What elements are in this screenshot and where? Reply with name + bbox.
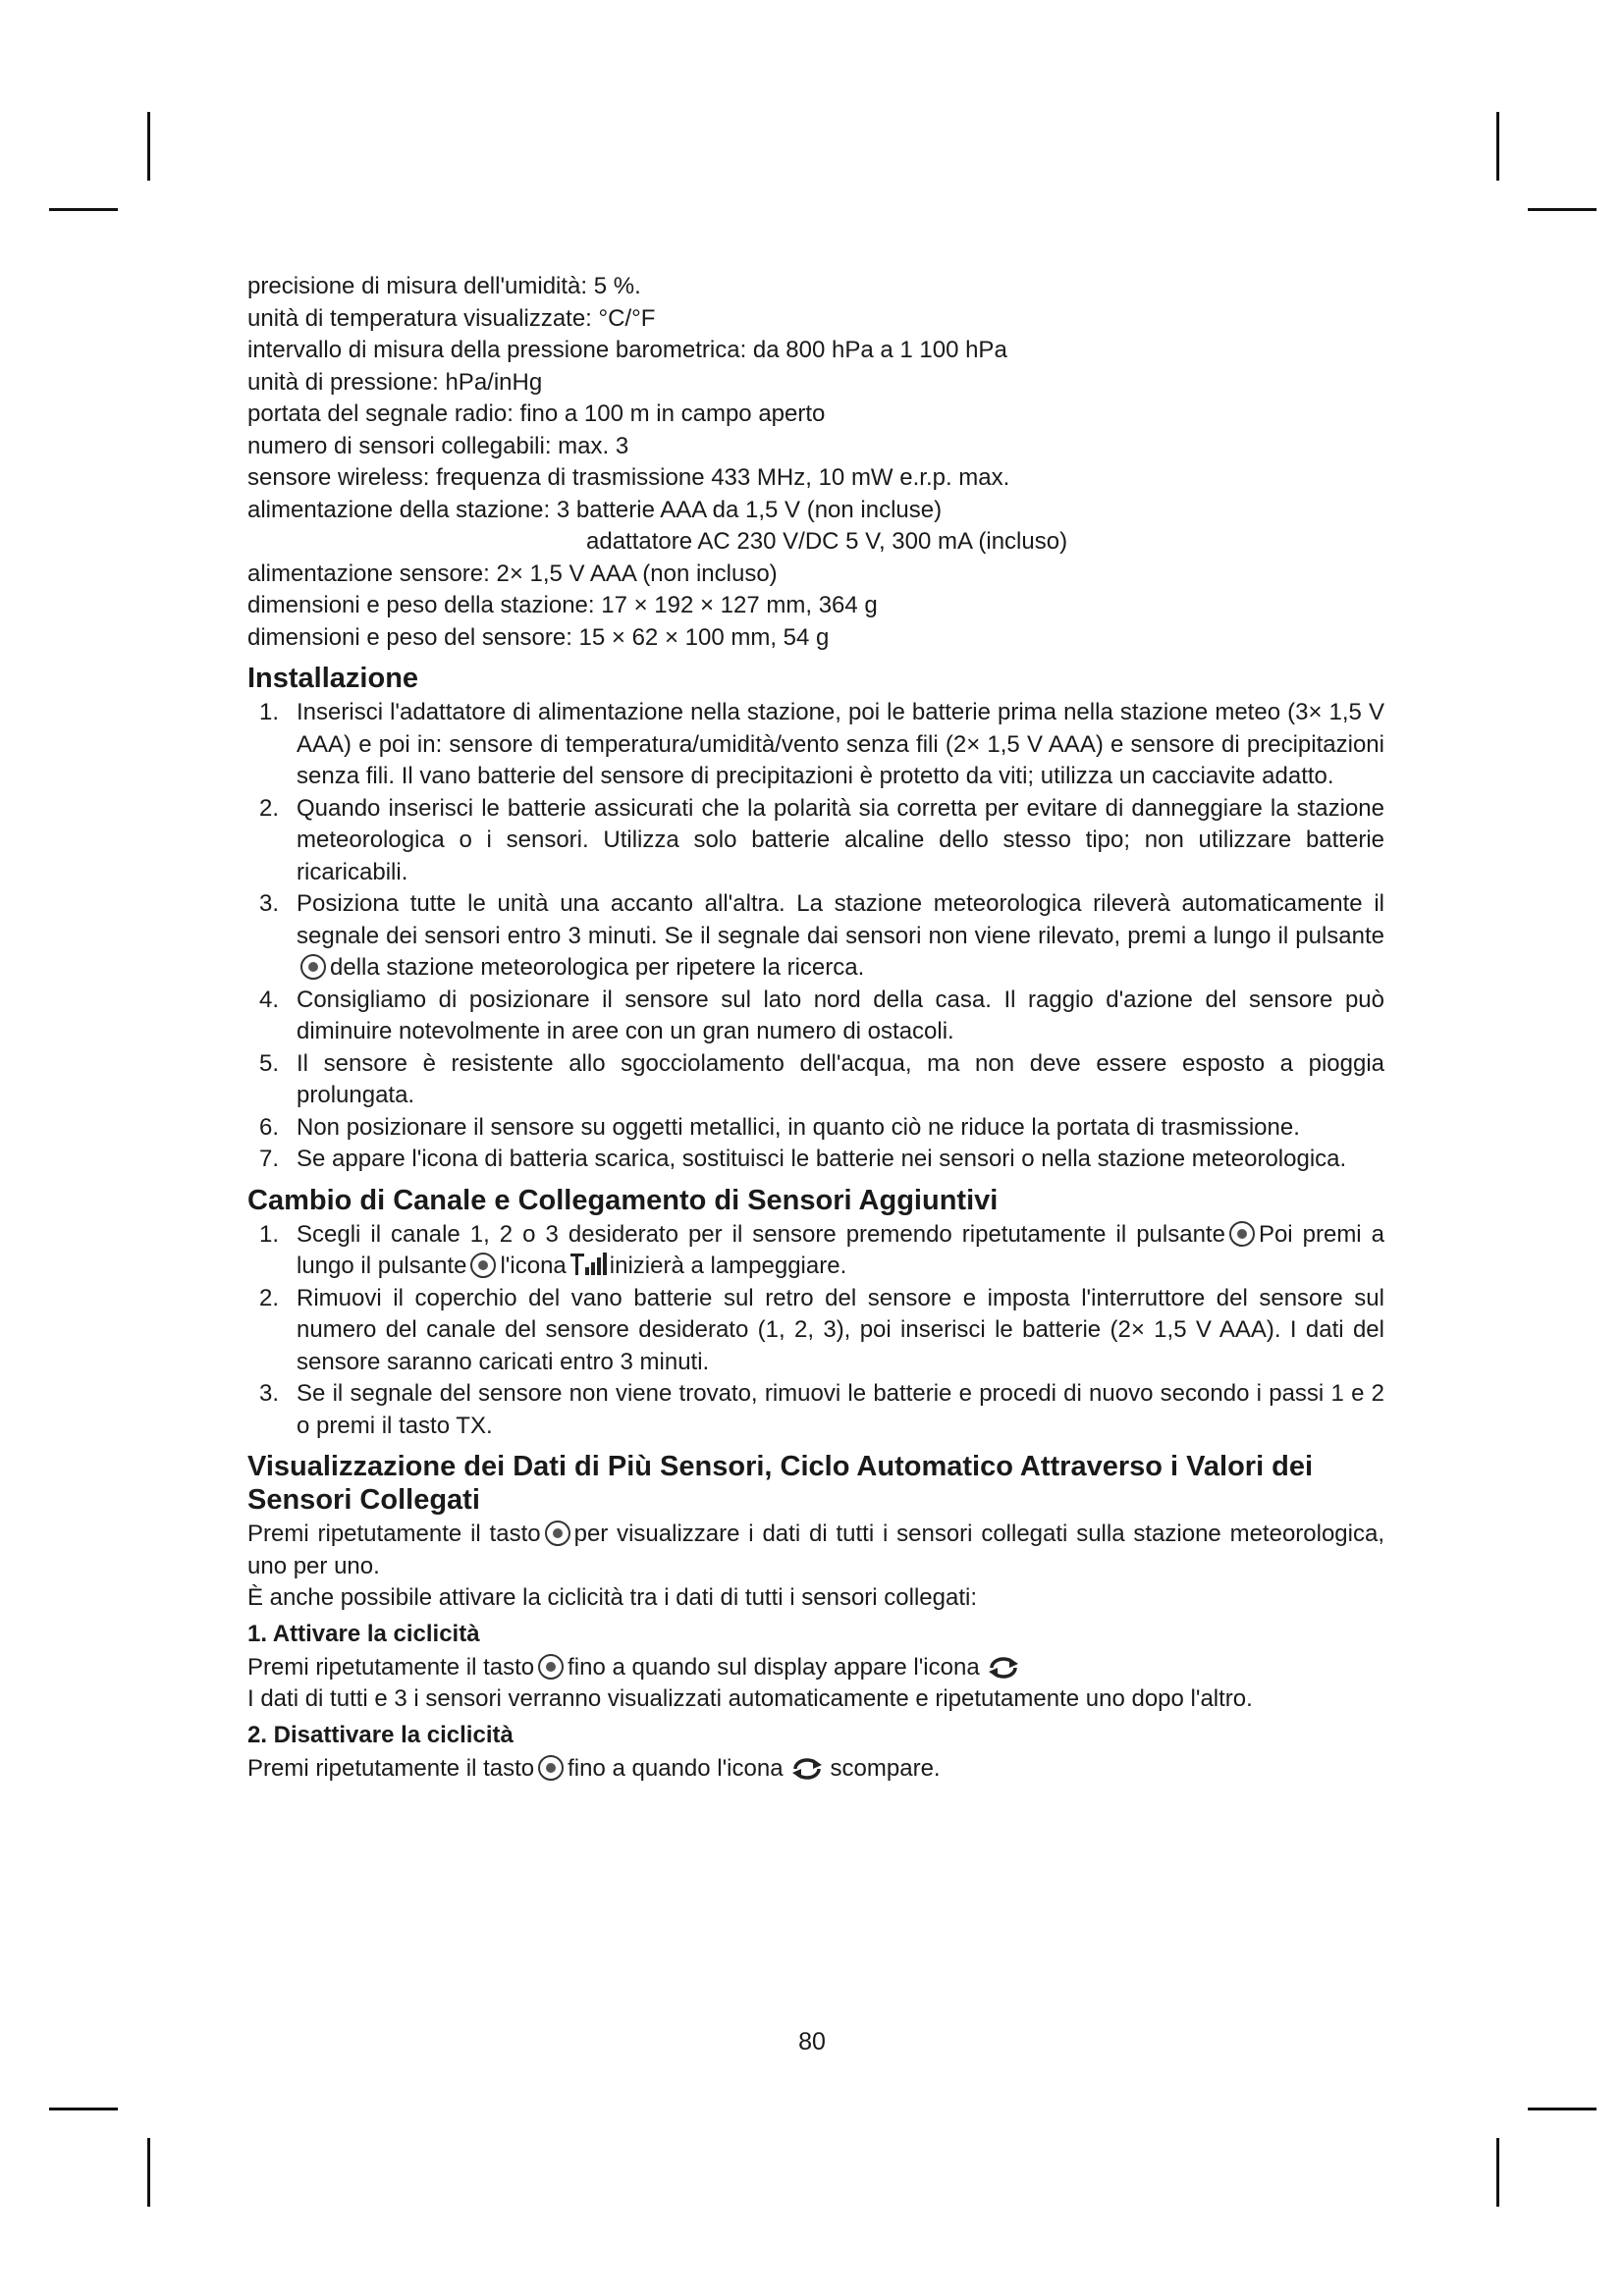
paragraph: È anche possibile attivare la ciclicità tra i dati di tutti i sensori collegati: (247, 1584, 978, 1611)
section-title-cambio: Cambio di Canale e Collegamento di Sensori Aggiuntivi (247, 1184, 999, 1216)
sensor-button-icon (300, 954, 326, 980)
cycle-icon (986, 1656, 1021, 1680)
subheading-disattivare: 2. Disattivare la ciclicità (247, 1721, 514, 1748)
spec-line: unità di pressione: hPa/inHg (247, 368, 543, 396)
paragraph (247, 1652, 1384, 1684)
list-item (247, 1219, 1384, 1283)
item-number: 3. (259, 890, 280, 917)
text-span: fino a quando l'icona (568, 1754, 784, 1782)
item-text: Se appare l'icona di batteria scarica, sostituisci le batterie nei sensori o nella stazione meteorologica. (297, 1146, 1347, 1172)
list-item (247, 793, 1384, 889)
channel-button-icon (1229, 1221, 1255, 1247)
text-span: Premi ripetutamente il tasto (247, 1521, 541, 1547)
text-span: scompare. (830, 1754, 941, 1782)
sensor-button-icon (538, 1755, 564, 1781)
crop-mark (49, 2108, 118, 2110)
installazione-list (247, 697, 1384, 1176)
spec-line: alimentazione sensore: 2× 1,5 V AAA (non incluso) (247, 560, 778, 587)
item-number: 2. (259, 1284, 280, 1311)
item-text: l'icona (500, 1253, 567, 1279)
spec-line: precisione di misura dell'umidità: 5 %. (247, 273, 641, 299)
item-text: Scegli il canale 1, 2 o 3 desiderato per il sensore premendo ripetutamente il pulsante (297, 1220, 1225, 1248)
item-text: Posiziona tutte le unità una accanto all'altra. La stazione meteorologica rileverà automaticamente il segnale dei sensori entro 3 minuti. Se il segnale dai sensori non viene rilevato, premi a lungo il pulsante (297, 890, 1384, 949)
paragraph: I dati di tutti e 3 i sensori verranno visualizzati automaticamente e ripetutamente uno dopo l'altro. (247, 1685, 1253, 1712)
spec-line: dimensioni e peso del sensore: 15 × 62 × 100 mm, 54 g (247, 623, 830, 651)
item-number: 1. (259, 1220, 280, 1248)
item-text: Consigliamo di posizionare il sensore sul lato nord della casa. Il raggio d'azione del sensore può diminuire notevolmente in aree con un gran numero di ostacoli. (297, 986, 1384, 1044)
list-item (247, 985, 1384, 1048)
sensor-button-icon (470, 1253, 496, 1278)
list-item (247, 1283, 1384, 1379)
text-span: Premi ripetutamente il tasto (247, 1754, 535, 1782)
item-text: Rimuovi il coperchio del vano batterie sul retro del sensore e imposta l'interruttore del sensore sul numero del canale del sensore desiderato (1, 2, 3), poi inserisci le batterie (2× 1,5 V AAA). I dati del sensore saranno caricati entro 3 minuti. (297, 1284, 1384, 1375)
cycle-icon (789, 1757, 825, 1781)
list-item (247, 697, 1384, 793)
text-span: per visualizzare i dati di tutti i sensori collegati sulla stazione meteorologica, uno per uno. (247, 1521, 1385, 1579)
item-number: 5. (259, 1049, 280, 1077)
crop-mark (1528, 208, 1597, 211)
item-text: Inserisci l'adattatore di alimentazione nella stazione, poi le batterie prima nella stazione meteo (3× 1,5 V AAA) e poi in: sensore di temperatura/umidità/vento senza fili (2× 1,5 V AAA) e sensore di precipitazioni senza fili. Il vano batterie del sensore di precipitazioni è protetto da viti; utilizza un cacciavite adatto. (297, 699, 1384, 789)
sensor-button-icon (538, 1654, 564, 1680)
list-item (247, 1048, 1384, 1112)
signal-icon (568, 1252, 608, 1277)
page-content (247, 271, 1384, 1785)
crop-mark (147, 2138, 150, 2207)
item-number: 4. (259, 986, 280, 1013)
item-number: 7. (259, 1146, 280, 1172)
text-span: Premi ripetutamente il tasto (247, 1653, 535, 1681)
spec-line: unità di temperatura visualizzate: °C/°F (247, 304, 656, 332)
spec-line: alimentazione della stazione: 3 batterie AAA da 1,5 V (non incluse) (247, 496, 943, 523)
crop-mark (1528, 2108, 1597, 2110)
list-item (247, 888, 1384, 985)
item-text: inizierà a lampeggiare. (609, 1253, 847, 1279)
spec-line: adattatore AC 230 V/DC 5 V, 300 mA (incluso) (586, 528, 1068, 555)
crop-mark (49, 208, 118, 211)
subheading-attivare: 1. Attivare la ciclicità (247, 1620, 480, 1647)
specifications (247, 271, 1384, 654)
spec-line: portata del segnale radio: fino a 100 m in campo aperto (247, 400, 826, 427)
sensor-button-icon (545, 1521, 570, 1546)
item-number: 3. (259, 1380, 280, 1407)
item-number: 6. (259, 1113, 280, 1141)
item-text: Il sensore è resistente allo sgocciolamento dell'acqua, ma non deve essere esposto a pioggia prolungata. (297, 1049, 1384, 1108)
spec-line: sensore wireless: frequenza di trasmissione 433 MHz, 10 mW e.r.p. max. (247, 464, 1010, 491)
list-item (247, 1144, 1384, 1176)
crop-mark (1496, 112, 1499, 181)
list-item (247, 1378, 1384, 1442)
page-number: 80 (798, 2028, 826, 2056)
item-text: della stazione meteorologica per ripetere la ricerca. (330, 954, 865, 981)
item-number: 1. (259, 699, 280, 725)
cambio-list (247, 1219, 1384, 1443)
spec-line: numero di sensori collegabili: max. 3 (247, 432, 629, 459)
paragraph (247, 1519, 1384, 1582)
list-item (247, 1112, 1384, 1145)
item-text: Non posizionare il sensore su oggetti metallici, in quanto ciò ne riduce la portata di trasmissione. (297, 1113, 1300, 1141)
spec-line: intervallo di misura della pressione barometrica: da 800 hPa a 1 100 hPa (247, 337, 1007, 363)
text-span: fino a quando sul display appare l'icona (568, 1653, 980, 1681)
item-text: Poi premi a lungo il pulsante (297, 1220, 1384, 1279)
section-title-visualizzazione: Visualizzazione dei Dati di Più Sensori, Ciclo Automatico Attraverso i Valori dei Sensori Collegati (247, 1451, 1314, 1516)
crop-mark (1496, 2138, 1499, 2207)
paragraph (247, 1753, 1384, 1786)
item-text: Se il segnale del sensore non viene trovato, rimuovi le batterie e procedi di nuovo secondo i passi 1 e 2 o premi il tasto TX. (297, 1380, 1384, 1439)
section-title-installazione: Installazione (247, 663, 419, 694)
crop-mark (147, 112, 150, 181)
item-number: 2. (259, 794, 280, 822)
item-text: Quando inserisci le batterie assicurati che la polarità sia corretta per evitare di danneggiare la stazione meteorologica o i sensori. Utilizza solo batterie alcaline dello stesso tipo; non utilizzare batterie ricaricabili. (297, 794, 1384, 885)
spec-line: dimensioni e peso della stazione: 17 × 192 × 127 mm, 364 g (247, 592, 878, 618)
